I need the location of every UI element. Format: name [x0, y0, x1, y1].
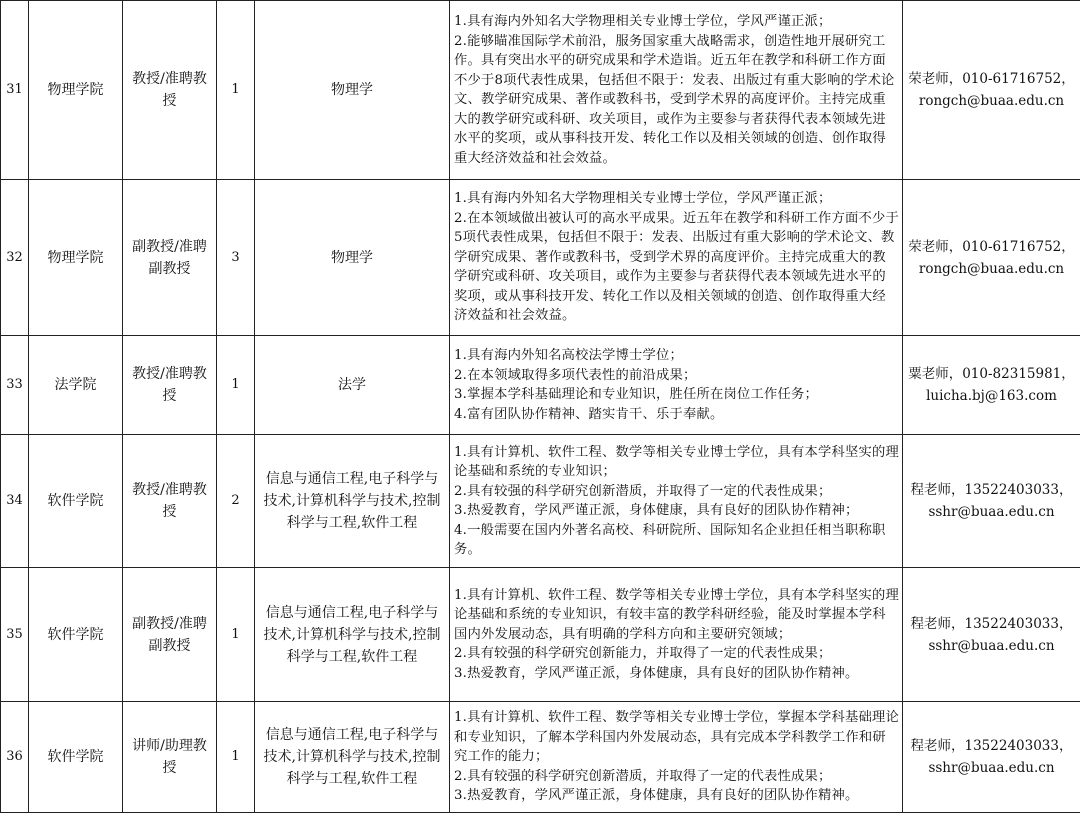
requirement-item: 3.热爱教育，学风严谨正派，身体健康，具有良好的团队协作精神；	[454, 501, 899, 521]
major-cell: 物理学	[255, 180, 450, 336]
headcount-cell: 1	[217, 1, 255, 180]
position-title-cell: 讲师/助理教授	[123, 702, 217, 813]
major-cell: 法学	[255, 336, 450, 435]
contact-cell	[903, 702, 1080, 813]
requirement-item: 3.热爱教育，学风严谨正派，身体健康，具有良好的团队协作精神。	[454, 664, 899, 684]
table-row	[1, 702, 1080, 813]
contact-name: 程老师，13522403033，	[907, 735, 1076, 757]
contact-cell	[903, 1, 1080, 180]
unit-cell: 法学院	[29, 336, 123, 435]
unit-cell: 软件学院	[29, 702, 123, 813]
row-number: 32	[1, 180, 29, 336]
requirement-item: 1.具有海内外知名大学物理相关专业博士学位，学风严谨正派；	[454, 12, 899, 32]
unit-cell: 物理学院	[29, 180, 123, 336]
requirement-item: 2.具有较强的科学研究创新潜质，并取得了一定的代表性成果；	[454, 482, 899, 502]
requirement-item: 4.一般需要在国内外著名高校、科研院所、国际知名企业担任相当职称职务。	[454, 521, 899, 560]
table-row	[1, 435, 1080, 568]
position-title-cell: 副教授/准聘副教授	[123, 180, 217, 336]
requirements-cell	[450, 336, 903, 435]
requirement-item: 2.在本领域做出被认可的高水平成果。近五年在教学和科研工作方面不少于5项代表性成果，包括但不限于：发表、出版过有重大影响的学术论文、教学研究成果、著作或教科书，受到学术界的高度评价。主持完成重大的教学研究或科研、攻关项目，或作为主要参与者获得代表本领域先进水平的奖项，或从事科技开发、转化工作以及相关领域的创造、创作取得重大经济效益和社会效益。	[454, 209, 899, 326]
requirement-item: 4.富有团队协作精神、踏实肯干、乐于奉献。	[454, 405, 899, 425]
headcount-cell: 3	[217, 180, 255, 336]
requirements-cell	[450, 1, 903, 180]
requirements-cell	[450, 435, 903, 568]
contact-email: luicha.bj@163.com	[907, 385, 1076, 407]
contact-email: rongch@buaa.edu.cn	[907, 90, 1076, 112]
table-row	[1, 1, 1080, 180]
row-number: 36	[1, 702, 29, 813]
requirement-item: 1.具有计算机、软件工程、数学等相关专业博士学位，具有本学科坚实的理论基础和系统的专业知识；	[454, 443, 899, 482]
unit-cell: 软件学院	[29, 435, 123, 568]
requirement-item: 2.具有较强的科学研究创新潜质，并取得了一定的代表性成果；	[454, 767, 899, 787]
position-title-cell: 教授/准聘教授	[123, 336, 217, 435]
requirement-item: 3.掌握本学科基础理论和专业知识，胜任所在岗位工作任务；	[454, 385, 899, 405]
table-row	[1, 568, 1080, 702]
contact-name: 荣老师，010-61716752，	[907, 236, 1076, 258]
row-number: 31	[1, 1, 29, 180]
contact-cell	[903, 435, 1080, 568]
requirement-item: 2.具有较强的科学研究创新能力，并取得了一定的代表性成果；	[454, 644, 899, 664]
major-cell: 信息与通信工程,电子科学与技术,计算机科学与技术,控制科学与工程,软件工程	[255, 568, 450, 702]
contact-email: sshr@buaa.edu.cn	[907, 501, 1076, 523]
row-number: 33	[1, 336, 29, 435]
requirement-item: 1.具有计算机、软件工程、数学等相关专业博士学位，具有本学科坚实的理论基础和系统的专业知识，有较丰富的教学科研经验，能及时掌握本学科国内外发展动态，具有明确的学科方向和主要研究领域；	[454, 586, 899, 645]
major-cell: 信息与通信工程,电子科学与技术,计算机科学与技术,控制科学与工程,软件工程	[255, 435, 450, 568]
contact-email: sshr@buaa.edu.cn	[907, 757, 1076, 779]
unit-cell: 软件学院	[29, 568, 123, 702]
requirement-item: 1.具有海内外知名大学物理相关专业博士学位，学风严谨正派；	[454, 189, 899, 209]
requirement-item: 2.在本领域取得多项代表性的前沿成果；	[454, 366, 899, 386]
contact-name: 粟老师，010-82315981，	[907, 363, 1076, 385]
contact-name: 荣老师，010-61716752，	[907, 68, 1076, 90]
requirement-item: 1.具有海内外知名高校法学博士学位；	[454, 346, 899, 366]
contact-name: 程老师，13522403033，	[907, 479, 1076, 501]
contact-email: rongch@buaa.edu.cn	[907, 258, 1076, 280]
contact-email: sshr@buaa.edu.cn	[907, 635, 1076, 657]
major-cell: 物理学	[255, 1, 450, 180]
headcount-cell: 1	[217, 336, 255, 435]
requirements-cell	[450, 702, 903, 813]
requirement-item: 3.热爱教育，学风严谨正派，身体健康，具有良好的团队协作精神。	[454, 786, 899, 806]
requirement-item: 1.具有计算机、软件工程、数学等相关专业博士学位，掌握本学科基础理论和专业知识，了解本学科国内外发展动态，具有完成本学科教学工作和研究工作的能力；	[454, 708, 899, 767]
headcount-cell: 1	[217, 702, 255, 813]
row-number: 34	[1, 435, 29, 568]
position-title-cell: 教授/准聘教授	[123, 435, 217, 568]
headcount-cell: 1	[217, 568, 255, 702]
headcount-cell: 2	[217, 435, 255, 568]
position-title-cell: 副教授/准聘副教授	[123, 568, 217, 702]
contact-cell	[903, 180, 1080, 336]
row-number: 35	[1, 568, 29, 702]
major-cell: 信息与通信工程,电子科学与技术,计算机科学与技术,控制科学与工程,软件工程	[255, 702, 450, 813]
contact-cell	[903, 568, 1080, 702]
table-row	[1, 180, 1080, 336]
contact-cell	[903, 336, 1080, 435]
unit-cell: 物理学院	[29, 1, 123, 180]
requirements-cell	[450, 568, 903, 702]
position-title-cell: 教授/准聘教授	[123, 1, 217, 180]
contact-name: 程老师，13522403033，	[907, 613, 1076, 635]
table-row	[1, 336, 1080, 435]
requirement-item: 2.能够瞄准国际学术前沿，服务国家重大战略需求，创造性地开展研究工作。具有突出水平的研究成果和学术造诣。近五年在教学和科研工作方面不少于8项代表性成果，包括但不限于：发表、出版过有重大影响的学术论文、教学研究成果、著作或教科书，受到学术界的高度评价。主持完成重大的教学研究或科研、攻关项目，或作为主要参与者获得代表本领域先进水平的奖项，或从事科技开发、转化工作以及相关领域的创造、创作取得重大经济效益和社会效益。	[454, 32, 899, 169]
requirements-cell	[450, 180, 903, 336]
